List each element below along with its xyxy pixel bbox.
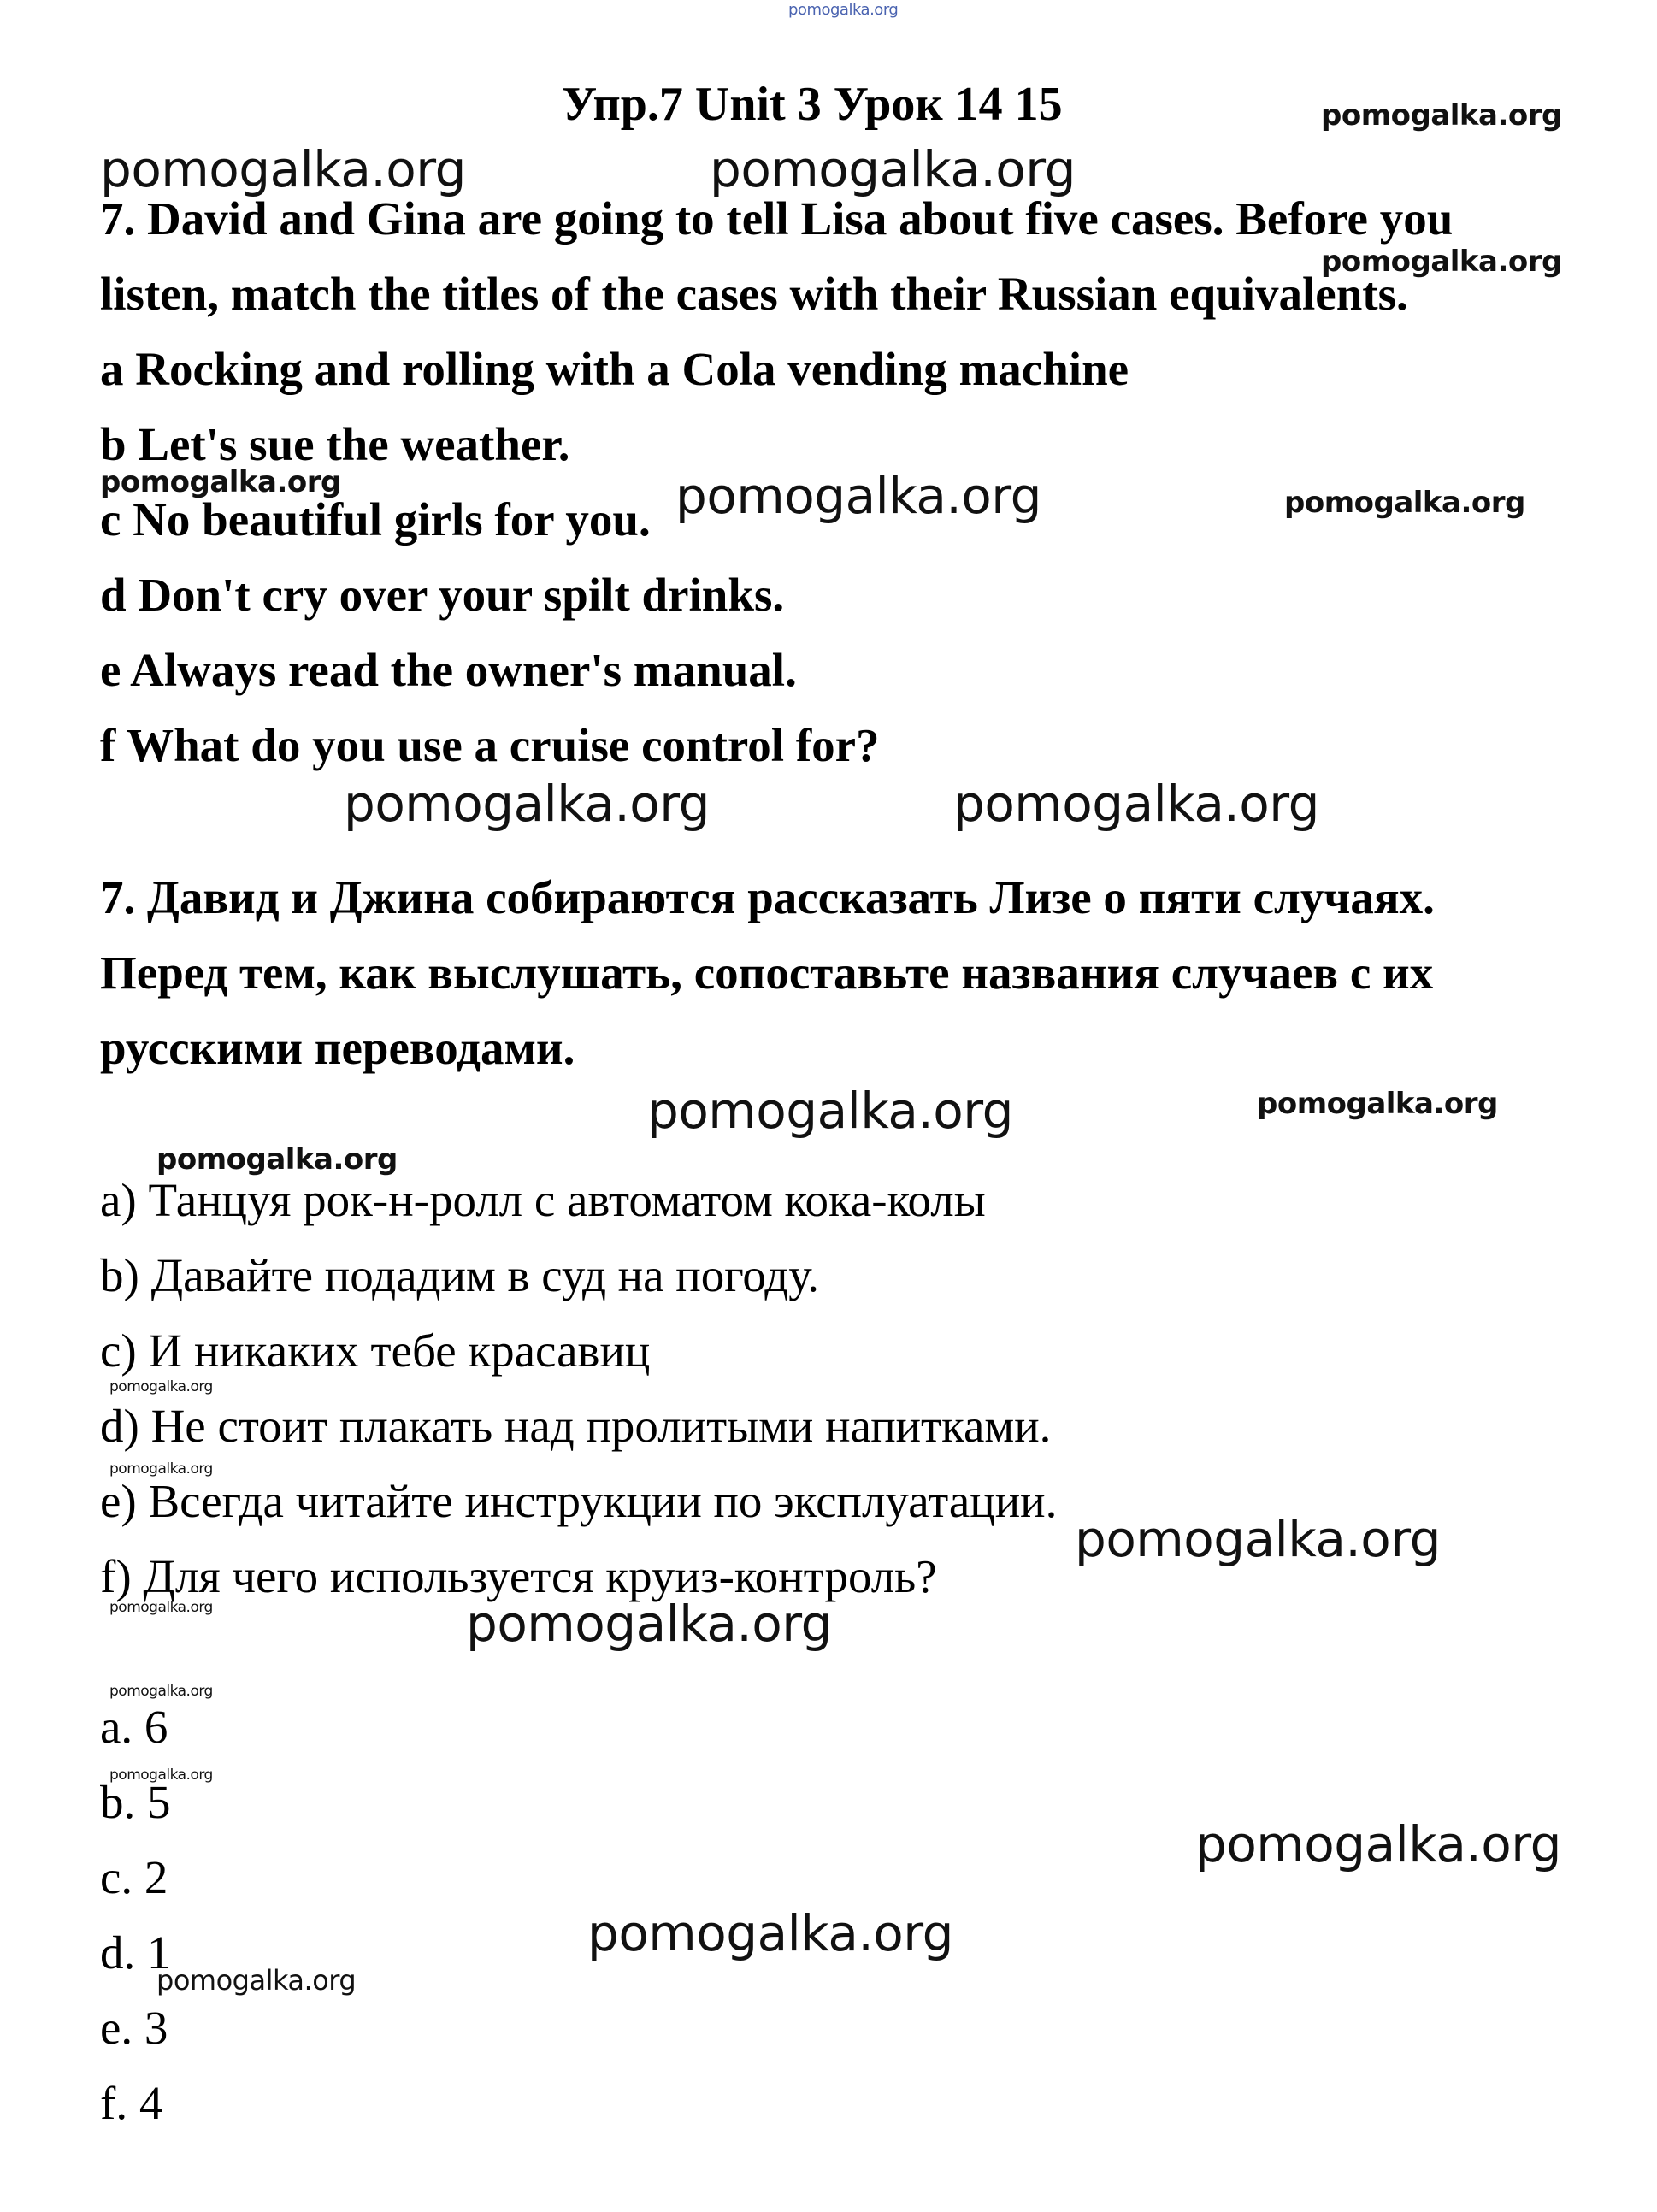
watermark: pomogalka.org [109, 1460, 213, 1478]
russian-item-b: b) Давайте подадим в суд на погоду. [100, 1249, 820, 1301]
russian-task-line-1: 7. Давид и Джина собираются рассказать Лизе о пяти случаях. [100, 871, 1435, 923]
watermark: pomogalka.org [675, 467, 1041, 525]
watermark: pomogalka.org [466, 1595, 832, 1653]
russian-task-line-3: русскими переводами. [100, 1022, 575, 1074]
watermark: pomogalka.org [109, 1599, 213, 1616]
watermark: pomogalka.org [647, 1082, 1013, 1140]
watermark: pomogalka.org [156, 1964, 357, 1997]
watermark: pomogalka.org [1257, 1087, 1498, 1121]
answer-a: a. 6 [100, 1701, 168, 1753]
answer-f: f. 4 [100, 2077, 163, 2129]
watermark: pomogalka.org [109, 1378, 213, 1395]
english-item-a: a Rocking and rolling with a Cola vending machine [100, 343, 1129, 395]
page-title: Упр.7 Unit 3 Урок 14 15 [562, 78, 1063, 131]
watermark: pomogalka.org [100, 140, 466, 198]
russian-item-a: a) Танцуя рок-н-ролл с автоматом кока-колы [100, 1174, 986, 1226]
watermark: pomogalka.org [587, 1904, 953, 1962]
watermark: pomogalka.org [344, 775, 710, 833]
english-item-f: f What do you use a cruise control for? [100, 719, 880, 771]
watermark: pomogalka.org [953, 775, 1319, 833]
watermark: pomogalka.org [109, 1683, 213, 1700]
english-item-c: c No beautiful girls for you. [100, 493, 651, 546]
watermark: pomogalka.org [156, 1142, 398, 1177]
russian-item-d: d) Не стоит плакать над пролитыми напитками. [100, 1400, 1052, 1452]
english-item-d: d Don't cry over your spilt drinks. [100, 569, 785, 621]
watermark: pomogalka.org [1284, 486, 1525, 520]
watermark: pomogalka.org [109, 1767, 213, 1784]
russian-task-line-2: Перед тем, как выслушать, сопоставьте названия случаев с их [100, 947, 1434, 999]
watermark: pomogalka.org [1195, 1815, 1561, 1873]
watermark: pomogalka.org [1075, 1510, 1441, 1568]
watermark: pomogalka.org [710, 140, 1076, 198]
english-item-b: b Let's sue the weather. [100, 418, 570, 470]
answer-b: b. 5 [100, 1776, 171, 1828]
watermark-top: pomogalka.org [788, 1, 899, 19]
watermark: pomogalka.org [100, 465, 341, 499]
watermark: pomogalka.org [1321, 98, 1562, 133]
answer-e: e. 3 [100, 2002, 168, 2054]
russian-item-e: e) Всегда читайте инструкции по эксплуатации. [100, 1475, 1058, 1527]
watermark: pomogalka.org [1321, 245, 1562, 279]
answer-d: d. 1 [100, 1926, 171, 1979]
english-task-line-1: 7. David and Gina are going to tell Lisa about five cases. Before you [100, 192, 1454, 245]
russian-item-f: f) Для чего используется круиз-контроль? [100, 1550, 937, 1602]
russian-item-c: c) И никаких тебе красавиц [100, 1324, 651, 1377]
english-item-e: e Always read the owner's manual. [100, 644, 797, 696]
answer-c: c. 2 [100, 1851, 168, 1903]
english-task-line-2: listen, match the titles of the cases with their Russian equivalents. [100, 268, 1408, 320]
